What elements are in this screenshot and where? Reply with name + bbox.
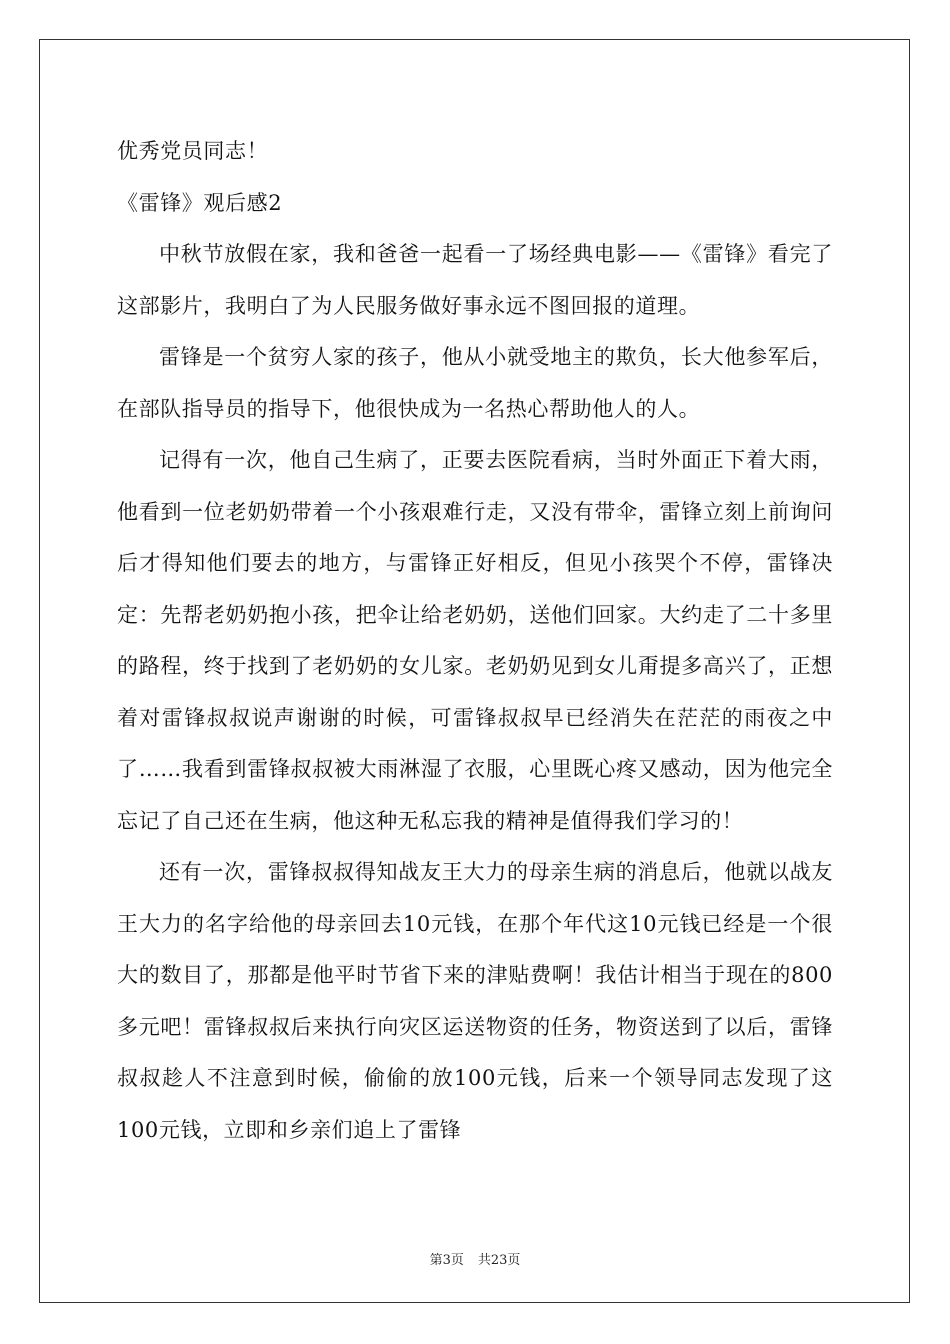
page-footer [0,1249,950,1268]
paragraph: 中秋节放假在家，我和爸爸一起看一了场经典电影——《雷锋》看完了这部影片，我明白了为人民服务做好事永远不图回报的道理。 [117,242,833,318]
page-total: 共23页 [477,1253,521,1268]
paragraph: 记得有一次，他自己生病了，正要去医院看病，当时外面正下着大雨，他看到一位老奶奶带着一个小孩艰难行走，又没有带伞，雷锋立刻上前询问后才得知他们要去的地方，与雷锋正好相反，但见小孩哭个不停，雷锋决定：先帮老奶奶抱小孩，把伞让给老奶奶，送他们回家。大约走了二十多里的路程，终于找到了老奶奶的女儿家。老奶奶见到女儿甭提多高兴了，正想着对雷锋叔叔说声谢谢的时候，可雷锋叔叔早已经消失在茫茫的雨夜之中了……我看到雷锋叔叔被大雨淋湿了衣服，心里既心疼又感动，因为他完全忘记了自己还在生病，他这种无私忘我的精神是值得我们学习的！ [117,448,833,833]
paragraph: 雷锋是一个贫穷人家的孩子，他从小就受地主的欺负，长大他参军后，在部队指导员的指导下，他很快成为一名热心帮助他人的人。 [117,345,833,421]
text-line: 优秀党员同志！ [117,139,269,163]
page-number: 第3页 [429,1253,464,1268]
document-body [117,126,833,1156]
essay-title: 《雷锋》观后感2 [117,190,283,215]
paragraph: 还有一次，雷锋叔叔得知战友王大力的母亲生病的消息后，他就以战友王大力的名字给他的母亲回去10元钱，在那个年代这10元钱已经是一个很大的数目了，那都是他平时节省下来的津贴费啊！我估计相当于现在的800多元吧！雷锋叔叔后来执行向灾区运送物资的任务，物资送到了以后，雷锋叔叔趁人不注意到时候，偷偷的放100元钱，后来一个领导同志发现了这100元钱，立即和乡亲们追上了雷锋 [117,860,833,1142]
